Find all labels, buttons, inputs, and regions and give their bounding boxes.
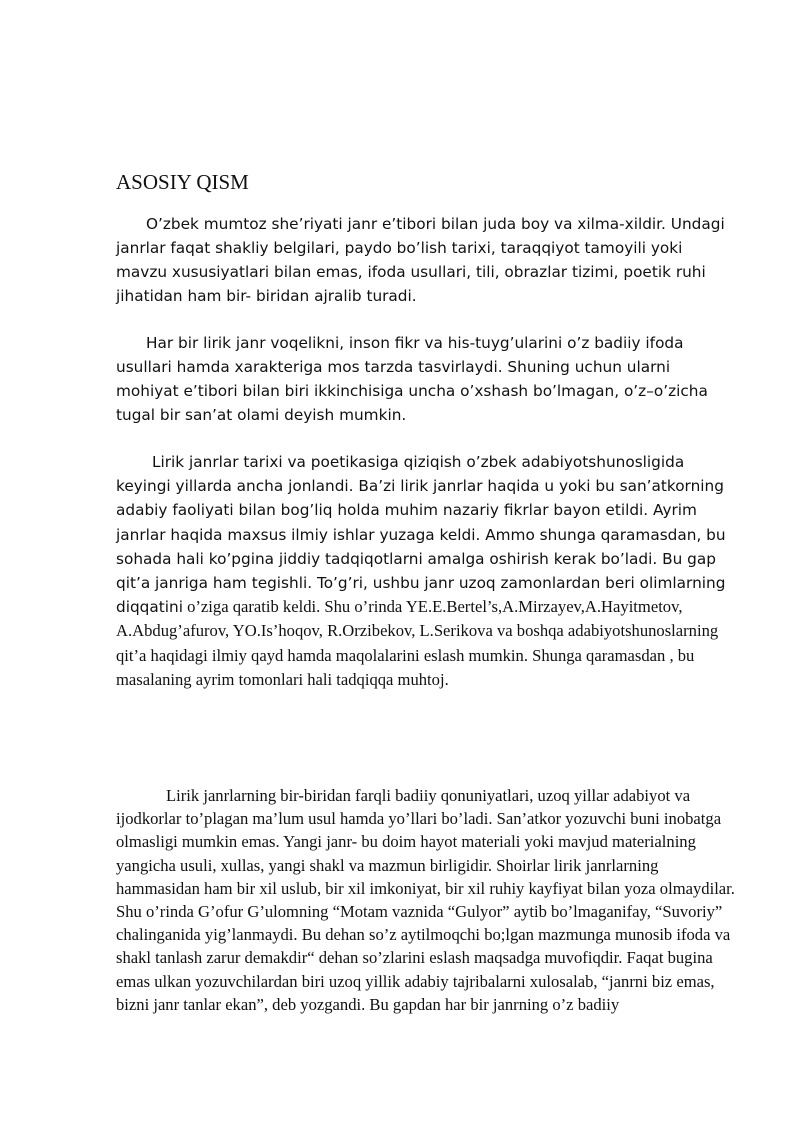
- section-heading: ASOSIY QISM: [116, 170, 249, 194]
- paragraph: O’zbek mumtoz she’riyati janr e’tibori bilan juda boy va xilma-xildir. Undagi janrlar faqat shakliy belgilari, paydo bo’lish tarixi, taraqqiyot tamoyili yoki mavzu xususiyatlari bilan emas, ifoda usullari, tili, obrazlar tizimi, poetik ruhi jihatidan ham bir- biridan ajralib turadi.: [116, 215, 725, 305]
- paragraph-text-sans: Lirik janrlar tarixi va poetikasiga qiziqish o’zbek adabiyotshunosligida keyingi yillarda ancha jonlandi. Ba’zi lirik janrlar haqida u yoki bu san’atkorning adabiy faoliyati bilan bog’liq holda muhim nazariy fikrlar bayon etildi. Ayrim janrlar haqida maxsus ilmiy ishlar yuzaga keldi. Ammo shunga qaramasdan, bu sohada hali ko’pgina jiddiy tadqiqotlarni amalga oshirish kerak bo’ladi. Bu gap qit’a janriga ham tegishli. To’g’ri, ushbu janr uzoq zamonlardan beri olimlarning diqqatini: [116, 453, 726, 617]
- paragraph: Har bir lirik janr voqelikni, inson fikr va his-tuyg’ularini o’z badiiy ifoda usullari hamda xarakteriga mos tarzda tasvirlaydi. Shuning uchun ularni mohiyat e’tibori bilan biri ikkinchisiga uncha o’xshash bo’lmagan, o’z–o’zicha tugal bir san’at olami deyish mumkin.: [116, 334, 708, 424]
- paragraph: Lirik janrlarning bir-biridan farqli badiiy qonuniyatlari, uzoq yillar adabiyot va ijodkorlar to’plagan ma’lum usul hamda yo’llari bo’ladi. San’atkor yozuvchi buni inobatga olmasligi mumkin emas. Yangi janr- bu doim hayot materiali yoki mavjud materialning yangicha usuli, xullas, yangi shakl va mazmun birligidir. Shoirlar lirik janrlarning hammasidan ham bir xil uslub, bir xil imkoniyat, bir xil ruhiy kayfiyat bilan yoza olmaydilar. Shu o’rinda G’ofur G’ulomning “Motam vaznida “Gulyor” aytib bo’lmaganifay, “Suvoriy” chalinganida yig’lanmaydi. Bu dehan so’z aytilmoqchi bo;lgan mazmunga munosib ifoda va shakl tanlash zarur demakdir“ dehan so’zlarini eslash maqsadga muvofiqdir. Faqat bugina emas ulkan yozuvchilardan biri uzoq yillik adabiy tajribalarni xulosalab, “janrni biz emas, bizni janr tanlar ekan”, deb yozgandi. Bu gapdan har bir janrning o’z badiiy: [116, 786, 735, 1014]
- paragraph-text-serif: o’ziga qaratib keldi. Shu o’rinda YE.E.Bertel’s,A.Mirzayev,A.Hayitmetov, A.Abdug’afurov, YO.Is’hoqov, R.Orzibekov, L.Serikova va boshqa adabiyotshunoslarning qit’a haqidagi ilmiy qayd hamda maqolalarini eslash mumkin. Shunga qaramasdan , bu masalaning ayrim tomonlari hali tadqiqqa muhtoj.: [116, 597, 719, 689]
- paragraph: [116, 450, 734, 692]
